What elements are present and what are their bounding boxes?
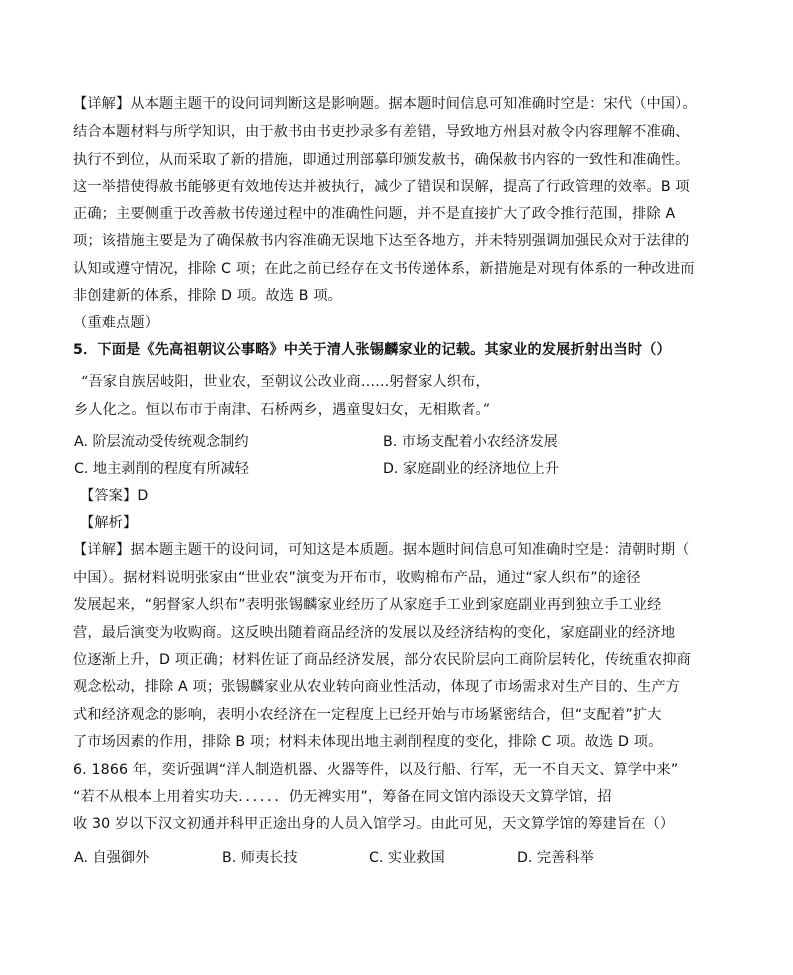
q5-detail-line-8: 了市场因素的作用，排除 B 项；材料未体现出地主剥削程度的变化，排除 C 项。故选 D 项。	[73, 734, 663, 750]
q4-detail-line-8: 非创建新的体系，排除 D 项。故选 B 项。	[73, 288, 342, 304]
q5-detail-line-1: 【详解】据本题主题干的设问词，可知这是本质题。据本题时间信息可知准确时空是：清朝时期（	[73, 542, 690, 558]
q5-quote-line-1: “吾家自族居岐阳，世业农，至朝议公改业商……躬督家人织布，	[81, 374, 490, 390]
q6-option-b: B. 师夷长技	[222, 850, 298, 866]
q5-option-d: D. 家庭副业的经济地位上升	[383, 461, 560, 477]
q4-detail-line-5: 正确；主要侧重于改善赦书传递过程中的准确性问题，并不是直接扩大了政令推行范围，排除 A	[73, 206, 676, 222]
q4-detail-line-1: 【详解】从本题主题干的设问词判断这是影响题。据本题时间信息可知准确时空是：宋代（中国）。	[73, 96, 697, 112]
q5-analysis-label: 【解析】	[80, 515, 138, 531]
q6-stem-line-2: “若不从根本上用着实功夫．．．．．．仍无裨实用”，筹备在同文馆内添设天文算学馆，招	[73, 789, 612, 805]
q5-stem: 5．下面是《先高祖朝议公事略》中关于清人张锡麟家业的记载。其家业的发展折射出当时（）	[73, 342, 671, 358]
q6-stem-line-1: 6. 1866 年，奕䜣强调“洋人制造机器、火器等件，以及行船、行军，无一不自天文、算学中来”	[73, 762, 679, 778]
q5-detail-line-7: 式和经济观念的影响，表明小农经济在一定程度上已经开始与市场紧密结合，但“支配着”扩大	[73, 707, 662, 723]
q6-option-a: A. 自强御外	[74, 850, 150, 866]
q5-option-a: A. 阶层流动受传统观念制约	[74, 434, 249, 450]
q5-option-b: B. 市场支配着小农经济发展	[383, 434, 558, 450]
q6-stem-line-3: 收 30 岁以下汉文初通并科甲正途出身的人员入馆学习。由此可见，天文算学馆的筹建旨在（）	[73, 816, 675, 832]
q4-detail-line-6: 项；该措施主要是为了确保赦书内容准确无误地下达至各地方，并未特别强调加强民众对于法律的	[73, 233, 690, 249]
q5-answer: 【答案】D	[80, 488, 149, 504]
q4-detail-line-4: 这一举措使得赦书能够更有效地传达并被执行，减少了错误和误解，提高了行政管理的效率。B 项	[73, 179, 690, 195]
q5-detail-line-5: 位逐渐上升，D 项正确；材料佐证了商品经济发展，部分农民阶层向工商阶层转化，传统重农抑商	[73, 652, 691, 668]
q5-detail-line-3: 发展起来，“躬督家人织布”表明张锡麟家业经历了从家庭手工业到家庭副业再到独立手工业经	[73, 597, 662, 613]
q6-option-d: D. 完善科举	[517, 850, 594, 866]
q6-option-c: C. 实业救国	[369, 850, 445, 866]
q4-detail-line-7: 认知或遵守情况，排除 C 项；在此之前已经存在文书传递体系，新措施是对现有体系的一种改进而	[73, 261, 695, 277]
q5-detail-line-6: 观念松动，排除 A 项；张锡麟家业从农业转向商业性活动，体现了市场需求对生产目的、生产方	[73, 679, 681, 695]
q5-option-c: C. 地主剥削的程度有所减轻	[74, 461, 249, 477]
q5-quote-line-2: 乡人化之。恒以布市于南津、石桥两乡，遇童叟妇女，无相欺者。”	[74, 402, 491, 418]
q5-detail-line-2: 中国）。据材料说明张家由“世业农”演变为开布市，收购棉布产品，通过“家人织布”的途径	[73, 570, 641, 586]
q4-detail-line-2: 结合本题材料与所学知识，由于赦书由书吏抄录多有差错，导致地方州县对赦令内容理解不准确、	[73, 124, 690, 140]
q5-detail-line-4: 营，最后演变为收购商。这反映出随着商品经济的发展以及经济结构的变化，家庭副业的经济地	[73, 625, 676, 641]
q4-detail-line-3: 执行不到位，从而采取了新的措施，即通过刑部摹印颁发赦书，确保赦书内容的一致性和准确性。	[73, 152, 690, 168]
q4-difficulty-tag: （重难点题）	[73, 315, 160, 331]
